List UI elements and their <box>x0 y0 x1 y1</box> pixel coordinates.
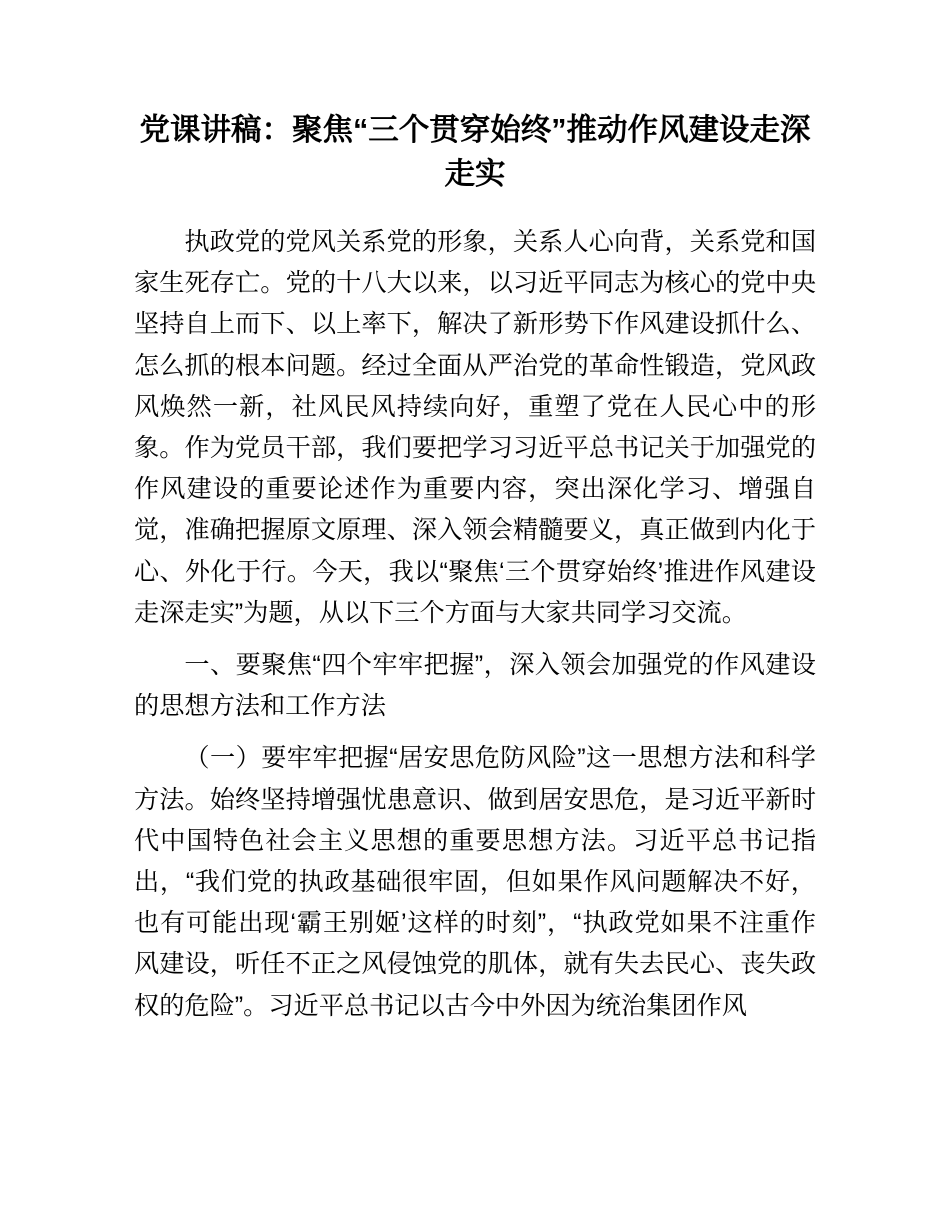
document-body <box>134 0 816 1027</box>
section-heading-one: 一、要聚焦“四个牢牢把握”，深入领会加强党的作风建设的思想方法和工作方法 <box>134 651 816 721</box>
paragraph-subsection-one: （一）要牢牢把握“居安思危防风险”这一思想方法和科学方法。始终坚持增强忧患意识、做到居安思危，是习近平新时代中国特色社会主义思想的重要思想方法。习近平总书记指出，“我们党的执政基础很牢固，但如果作风问题解决不好，也有可能出现‘霸王别姬’这样的时刻”，“执政党如果不注重作风建设，听任不正之风侵蚀党的肌体，就有失去民心、丧失政权的危险”。习近平总书记以古今中外因为统治集团作风 <box>134 744 816 1020</box>
paragraph-intro: 执政党的党风关系党的形象，关系人心向背，关系党和国家生死存亡。党的十八大以来，以习近平同志为核心的党中央坚持自上而下、以上率下，解决了新形势下作风建设抓什么、怎么抓的根本问题。经过全面从严治党的革命性锻造，党风政风焕然一新，社风民风持续向好，重塑了党在人民心中的形象。作为党员干部，我们要把学习习近平总书记关于加强党的作风建设的重要论述作为重要内容，突出深化学习、增强自觉，准确把握原文原理、深入领会精髓要义，真正做到内化于心、外化于行。今天，我以“聚焦‘三个贯穿始终’推进作风建设走深走实”为题，从以下三个方面与大家共同学习交流。 <box>134 228 816 627</box>
document-title: 党课讲稿：聚焦“三个贯穿始终”推动作风建设走深走实 <box>139 113 811 191</box>
